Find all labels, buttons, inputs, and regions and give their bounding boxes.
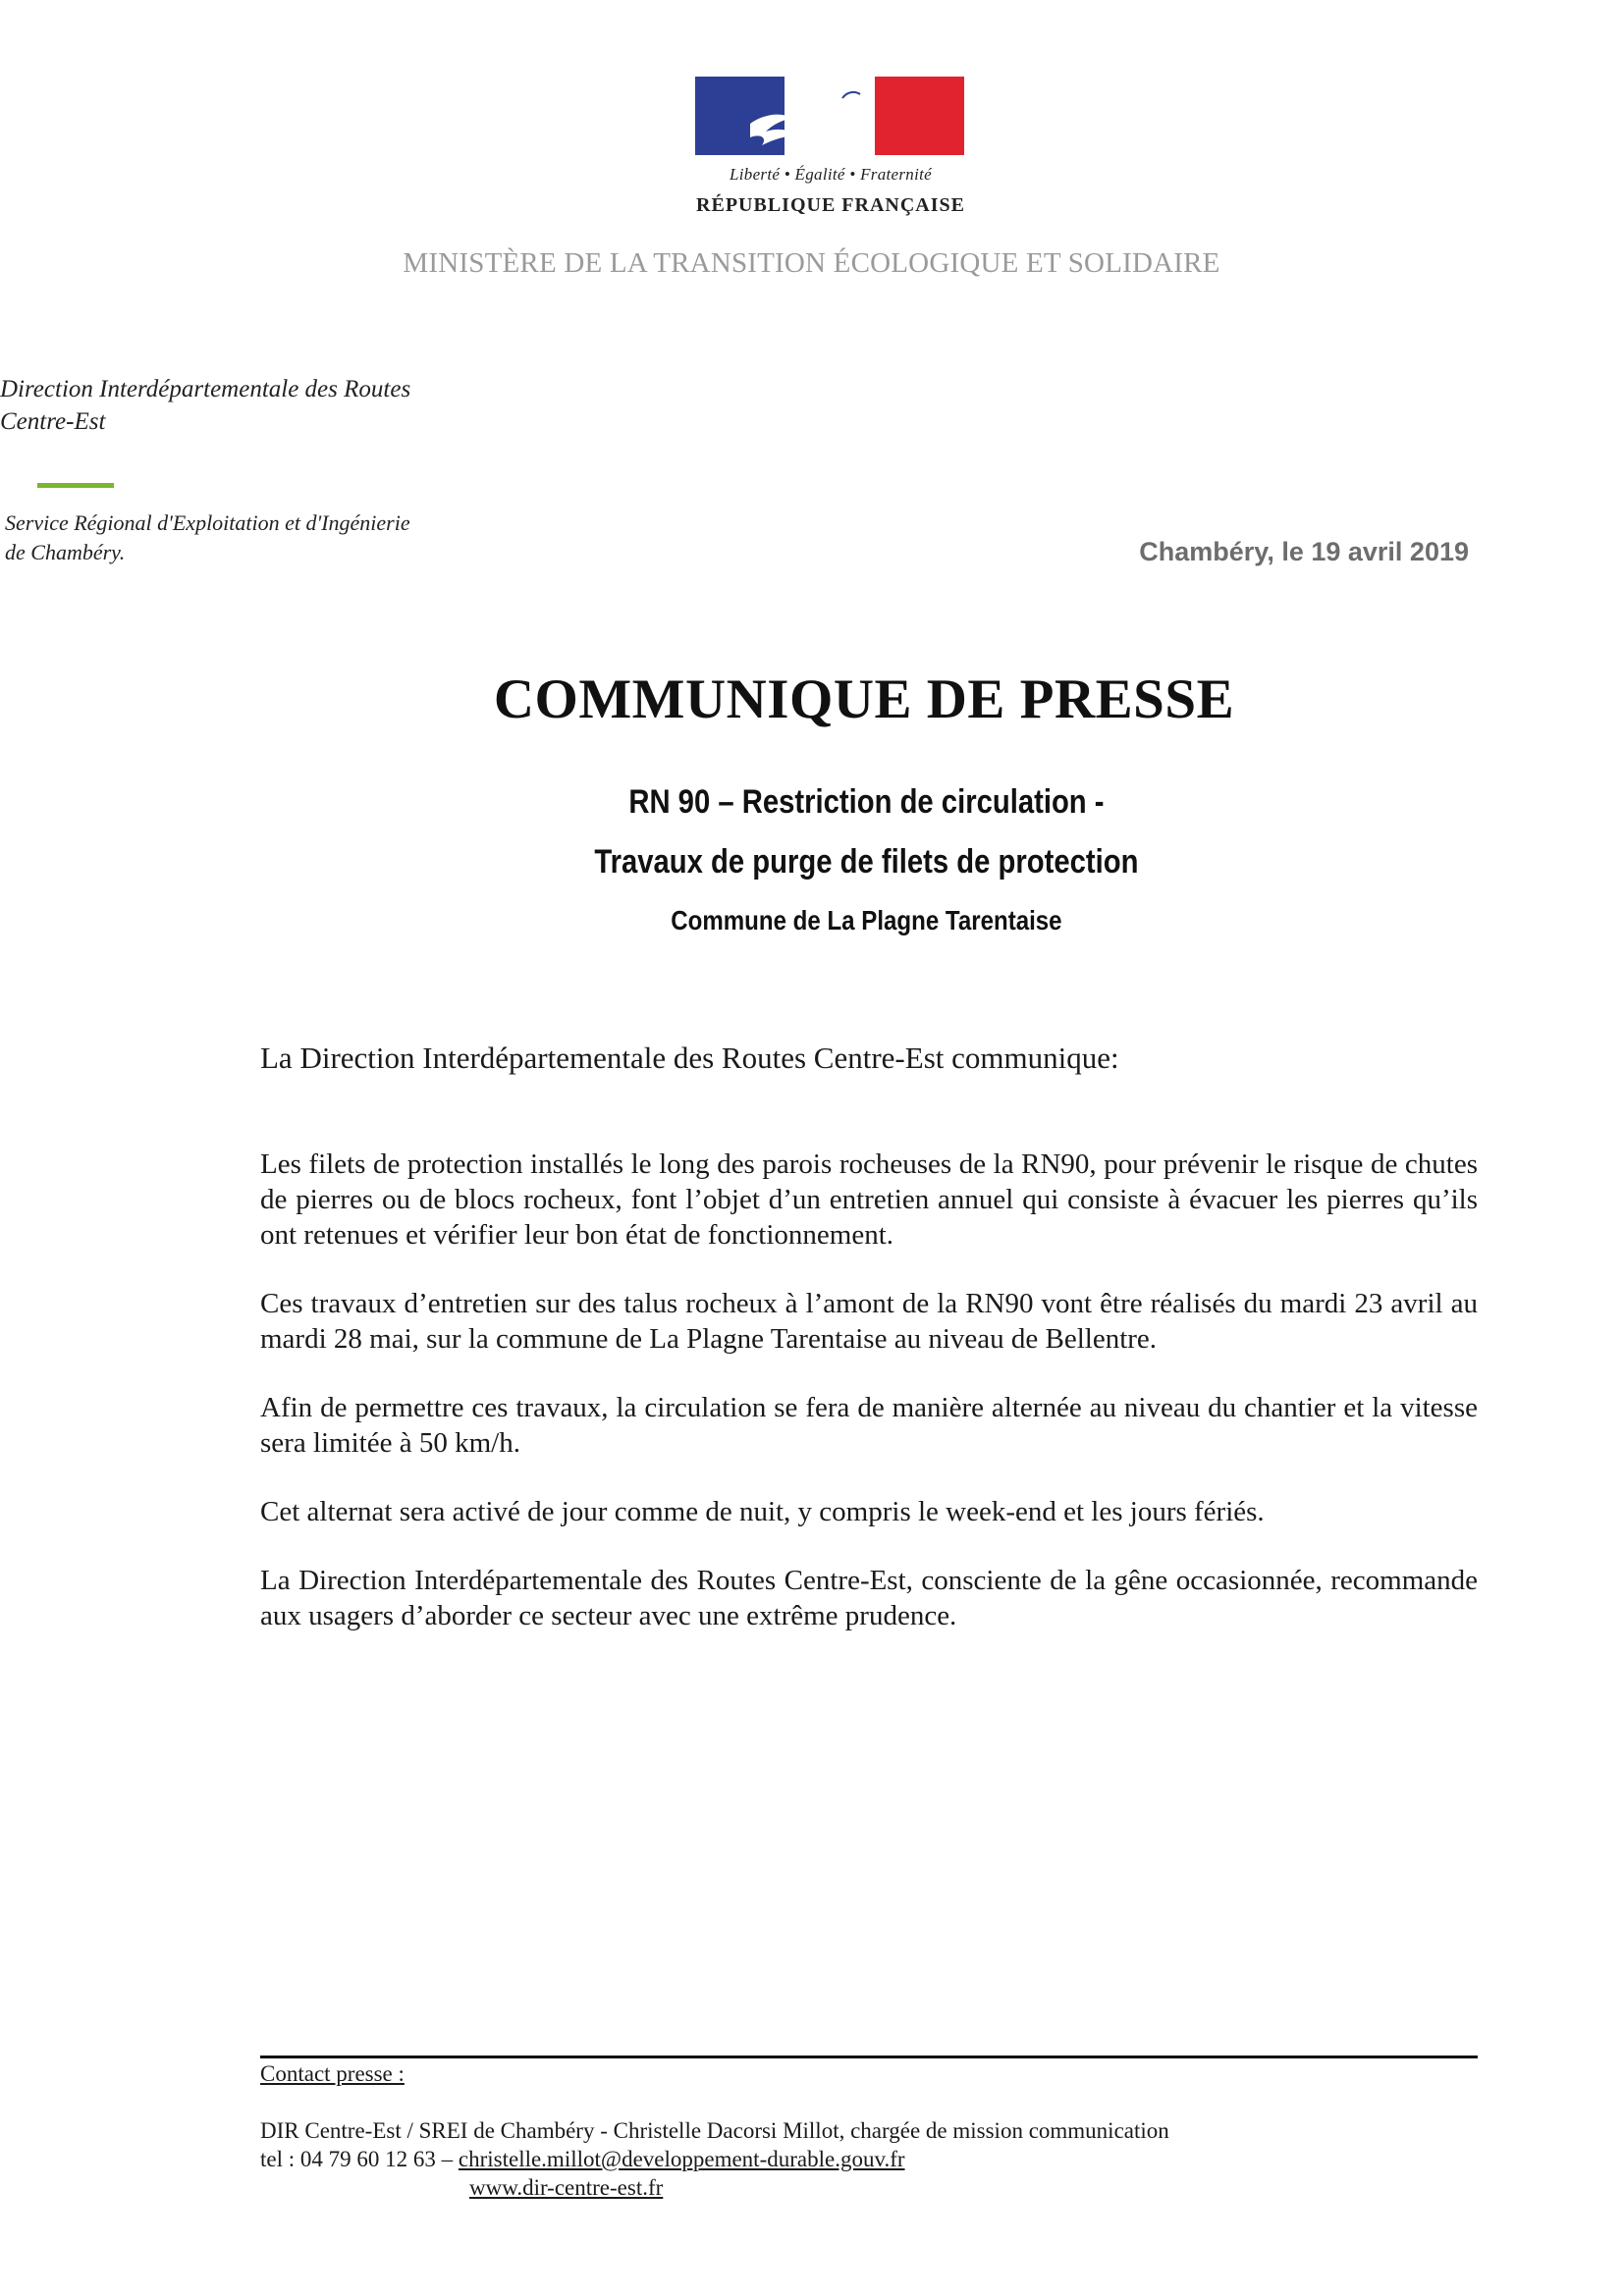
document-date: Chambéry, le 19 avril 2019 bbox=[1139, 537, 1469, 566]
contact-details: DIR Centre-Est / SREI de Chambéry - Christelle Dacorsi Millot, chargée de mission communication bbox=[260, 2118, 1169, 2143]
page-title: COMMUNIQUE DE PRESSE bbox=[493, 668, 1235, 730]
intro-text: La Direction Interdépartementale des Routes Centre-Est communique: bbox=[260, 1041, 1119, 1075]
contact-label: Contact presse : bbox=[260, 2061, 405, 2086]
marianne-flag-icon bbox=[695, 77, 964, 155]
contact-phone: tel : 04 79 60 12 63 – bbox=[260, 2147, 459, 2171]
service-name bbox=[5, 508, 410, 567]
direction-name bbox=[0, 373, 410, 438]
subtitle-line-3: Commune de La Plagne Tarentaise bbox=[671, 905, 1062, 935]
body-paragraph-3: Afin de permettre ces travaux, la circulation se fera de manière alternée au niveau du chantier et la vitesse sera limitée à 50 km/h. bbox=[260, 1392, 1478, 1459]
logo-motto: Liberté • Égalité • Fraternité bbox=[730, 165, 932, 184]
website-link[interactable]: www.dir-centre-est.fr bbox=[469, 2175, 664, 2200]
footer-divider bbox=[260, 2056, 1478, 2058]
contact-email-link[interactable]: christelle.millot@developpement-durable.gouv.fr bbox=[458, 2147, 905, 2171]
subtitle-line-2: Travaux de purge de filets de protection bbox=[594, 843, 1139, 881]
body-paragraph-2: Ces travaux d’entretien sur des talus rocheux à l’amont de la RN90 vont être réalisés du mardi 23 avril au mardi 28 mai, sur la commune de La Plagne Tarentaise au niveau de Bellentre. bbox=[260, 1288, 1478, 1355]
accent-divider bbox=[37, 483, 114, 488]
service-line-1: Service Régional d'Exploitation et d'Ingénierie bbox=[5, 510, 410, 535]
contact-phone-email bbox=[260, 2147, 905, 2172]
service-line-2: de Chambéry. bbox=[5, 540, 126, 564]
body-paragraph-1: Les filets de protection installés le long des parois rocheuses de la RN90, pour prévenir le risque de chutes de pierres ou de blocs rocheux, font l’objet d’un entretien annuel qui consiste à évacuer les pierres qu’ils ont retenues et vérifier leur bon état de fonctionnement. bbox=[260, 1148, 1478, 1251]
body-paragraph-5: La Direction Interdépartementale des Routes Centre-Est, consciente de la gêne occasionnée, recommande aux usagers d’aborder ce secteur avec une extrême prudence. bbox=[260, 1565, 1478, 1631]
ministry-name: MINISTÈRE DE LA TRANSITION ÉCOLOGIQUE ET SOLIDAIRE bbox=[403, 247, 1220, 279]
direction-line-1: Direction Interdépartementale des Routes bbox=[0, 376, 411, 402]
republique-francaise-logo bbox=[695, 77, 966, 226]
direction-line-2: Centre-Est bbox=[0, 408, 106, 435]
logo-republic-name: RÉPUBLIQUE FRANÇAISE bbox=[696, 194, 965, 216]
body-paragraph-4: Cet alternat sera activé de jour comme de nuit, y compris le week-end et les jours fériés. bbox=[260, 1496, 1265, 1527]
subtitle-line-1: RN 90 – Restriction de circulation - bbox=[628, 783, 1105, 821]
